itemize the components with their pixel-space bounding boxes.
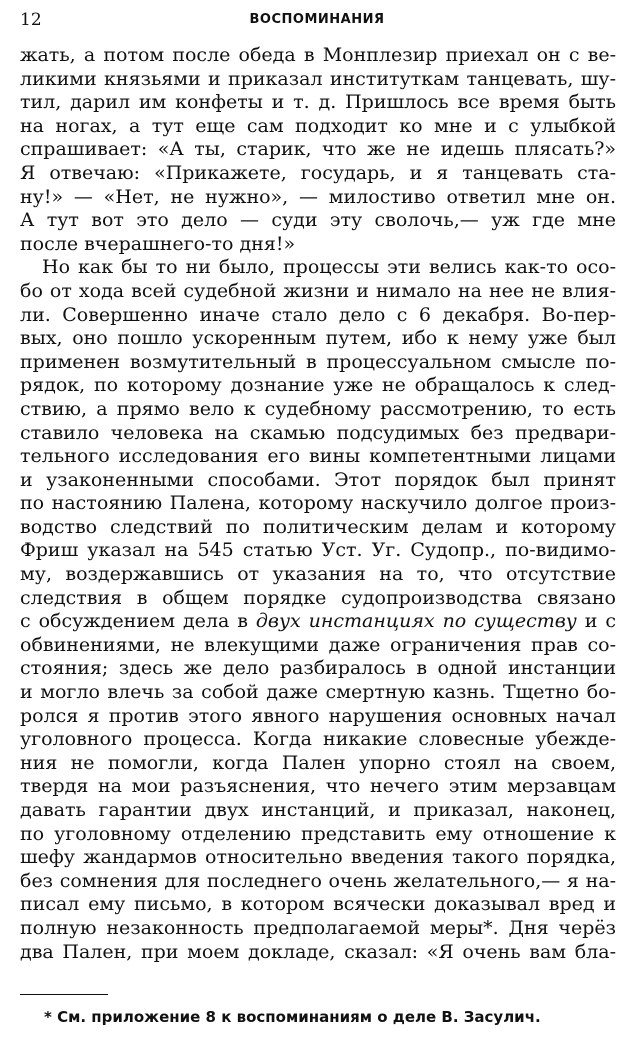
text-line: и узаконенными способами. Этот порядок был принят — [20, 468, 616, 491]
text-line: жать, а потом после обеда в Монплезир приехал он с ве- — [20, 44, 616, 66]
text-line: писал ему письмо, в котором всячески доказывал вред и — [20, 893, 616, 916]
text-line: тельного исследования его вины компетентными лицами — [20, 445, 616, 468]
text-line: бо от хода всей судебной жизни и нимало на нее не влия- — [20, 279, 616, 302]
running-title: ВОСПОМИНАНИЯ — [249, 12, 385, 27]
text-line: полную незаконность предполагаемой меры*. Дня черёз — [20, 916, 616, 939]
text-line: применен возмутительный в процессуальном смысле по- — [20, 350, 616, 373]
text-line: тил, дарил им конфеты и т. д. Пришлось все время быть — [20, 91, 616, 114]
text-line: по уголовному отделению представить ему отношение к — [20, 822, 616, 845]
emphasis-italic: двух инстанциях по существу — [255, 610, 577, 633]
text-line: Фриш указал на 545 статью Уст. Уг. Судопр., по-видимо- — [20, 539, 616, 562]
text-line: на ногах, а тут еще сам подходит ко мне и с улыбкой — [20, 114, 616, 137]
text-line: рядок, по которому дознание уже не обращалось к след- — [20, 374, 616, 397]
text-line: вых, оно пошло ускоренным путем, ибо к нему уже был — [20, 327, 616, 350]
text-line: А тут вот это дело — суди эту сволочь,— уж где мне — [20, 209, 616, 232]
text-line: уголовного процесса. Когда никакие словесные убежде- — [20, 728, 616, 751]
page-header — [20, 8, 614, 32]
text-line: давать гарантии двух инстанций, и приказал, наконец, — [20, 799, 616, 821]
paragraph-first-line: Но как бы то ни было, процессы эти велись как-то осо- — [42, 256, 616, 279]
text-line: шефу жандармов относительно введения такого порядка, — [20, 846, 616, 869]
text-line: ния не помогли, когда Пален упорно стоял на своем, — [20, 751, 616, 774]
footnote: * См. приложение 8 к воспоминаниям о деле В. Засулич. — [44, 1008, 541, 1026]
text-line: ну!» — «Нет, не нужно», — милостиво ответил мне он. — [20, 185, 616, 208]
text-line: ли. Совершенно иначе стало дело с 6 декабря. Во-пер- — [20, 303, 616, 326]
text-line: два Пален, при моем докладе, сказал: «Я очень вам бла- — [20, 940, 616, 963]
paragraph-last-line: после вчерашнего-то дня!» — [20, 232, 296, 255]
text-line: стояния; здесь же дело разбиралось в одной инстанции — [20, 657, 616, 680]
text-line: спрашивает: «А ты, старик, что же не идешь плясать?» — [20, 138, 616, 161]
text-line: следствия в общем порядке судопроизводства связано — [20, 586, 616, 609]
text-line: по настоянию Палена, которому наскучило долгое произ- — [20, 492, 616, 515]
body-text — [20, 44, 616, 964]
text-line: ролся я против этого явного нарушения основных начал — [20, 704, 616, 727]
text-line: ставило человека на скамью подсудимых без предвари- — [20, 421, 616, 444]
emphasis-before: с обсуждением дела в — [20, 610, 256, 633]
footnote-divider — [20, 994, 108, 995]
text-line-with-emphasis — [20, 610, 616, 634]
text-line: обвинениями, не влекущими даже ограничения прав со- — [20, 633, 616, 656]
text-line: без сомнения для последнего очень желательного,— я на- — [20, 869, 616, 892]
text-line: и могло влечь за собой даже смертную казнь. Тщетно бо- — [20, 681, 616, 704]
text-line: му, воздержавшись от указания на то, что отсутствие — [20, 563, 616, 586]
text-line: водство следствий по политическим делам и которому — [20, 515, 616, 538]
text-line: ствию, а прямо вело к судебному рассмотрению, то есть — [20, 397, 616, 420]
text-line: ликими князьями и приказал институткам танцевать, шу- — [20, 67, 616, 90]
page-number: 12 — [20, 10, 42, 30]
text-line: Я отвечаю: «Прикажете, государь, и я танцевать ста- — [20, 161, 616, 184]
emphasis-after: и с — [576, 610, 616, 633]
text-line: твердя на мои разъяснения, что нечего этим мерзавцам — [20, 775, 616, 798]
